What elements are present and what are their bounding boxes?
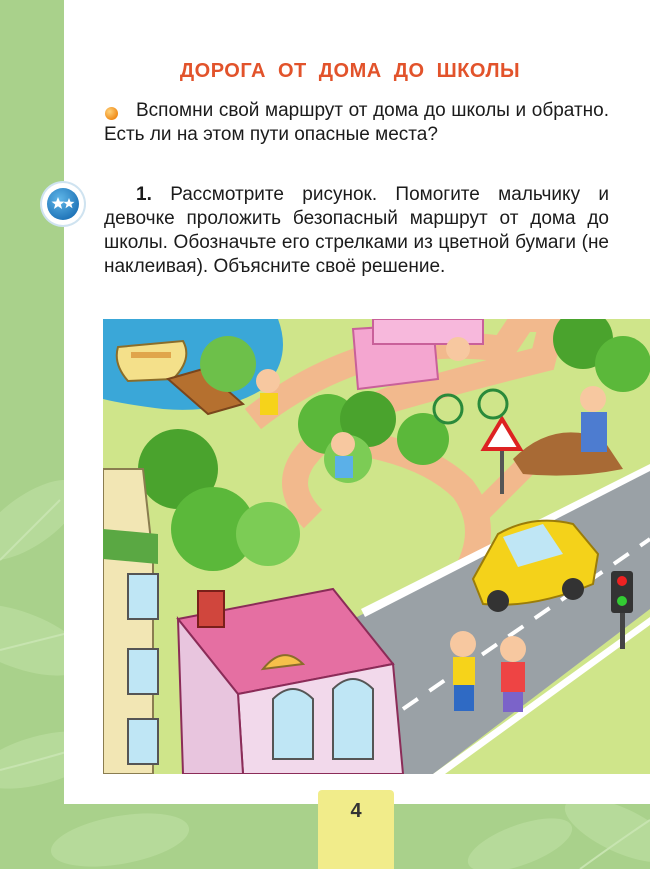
task-1 bbox=[104, 183, 609, 279]
page-number-tab bbox=[318, 790, 394, 869]
page-number: 4 bbox=[350, 800, 362, 822]
road-safety-illustration bbox=[103, 319, 650, 774]
task-number: 1. bbox=[136, 184, 152, 205]
page-title: ДОРОГА ОТ ДОМА ДО ШКОЛЫ bbox=[179, 60, 521, 82]
two-stars-icon bbox=[42, 183, 84, 225]
intro-question: Вспомни свой маршрут от дома до школы и обратно. Есть ли на этом пути опасные места? bbox=[104, 100, 609, 145]
task-text: Рассмотрите рисунок. Помогите мальчику и девочке проложить безопасный маршрут от дома до школы. Обозначьте его стрелками из цветной бумаги (не наклеивая). Объясните своё решение. bbox=[104, 184, 610, 277]
boat bbox=[117, 341, 187, 381]
